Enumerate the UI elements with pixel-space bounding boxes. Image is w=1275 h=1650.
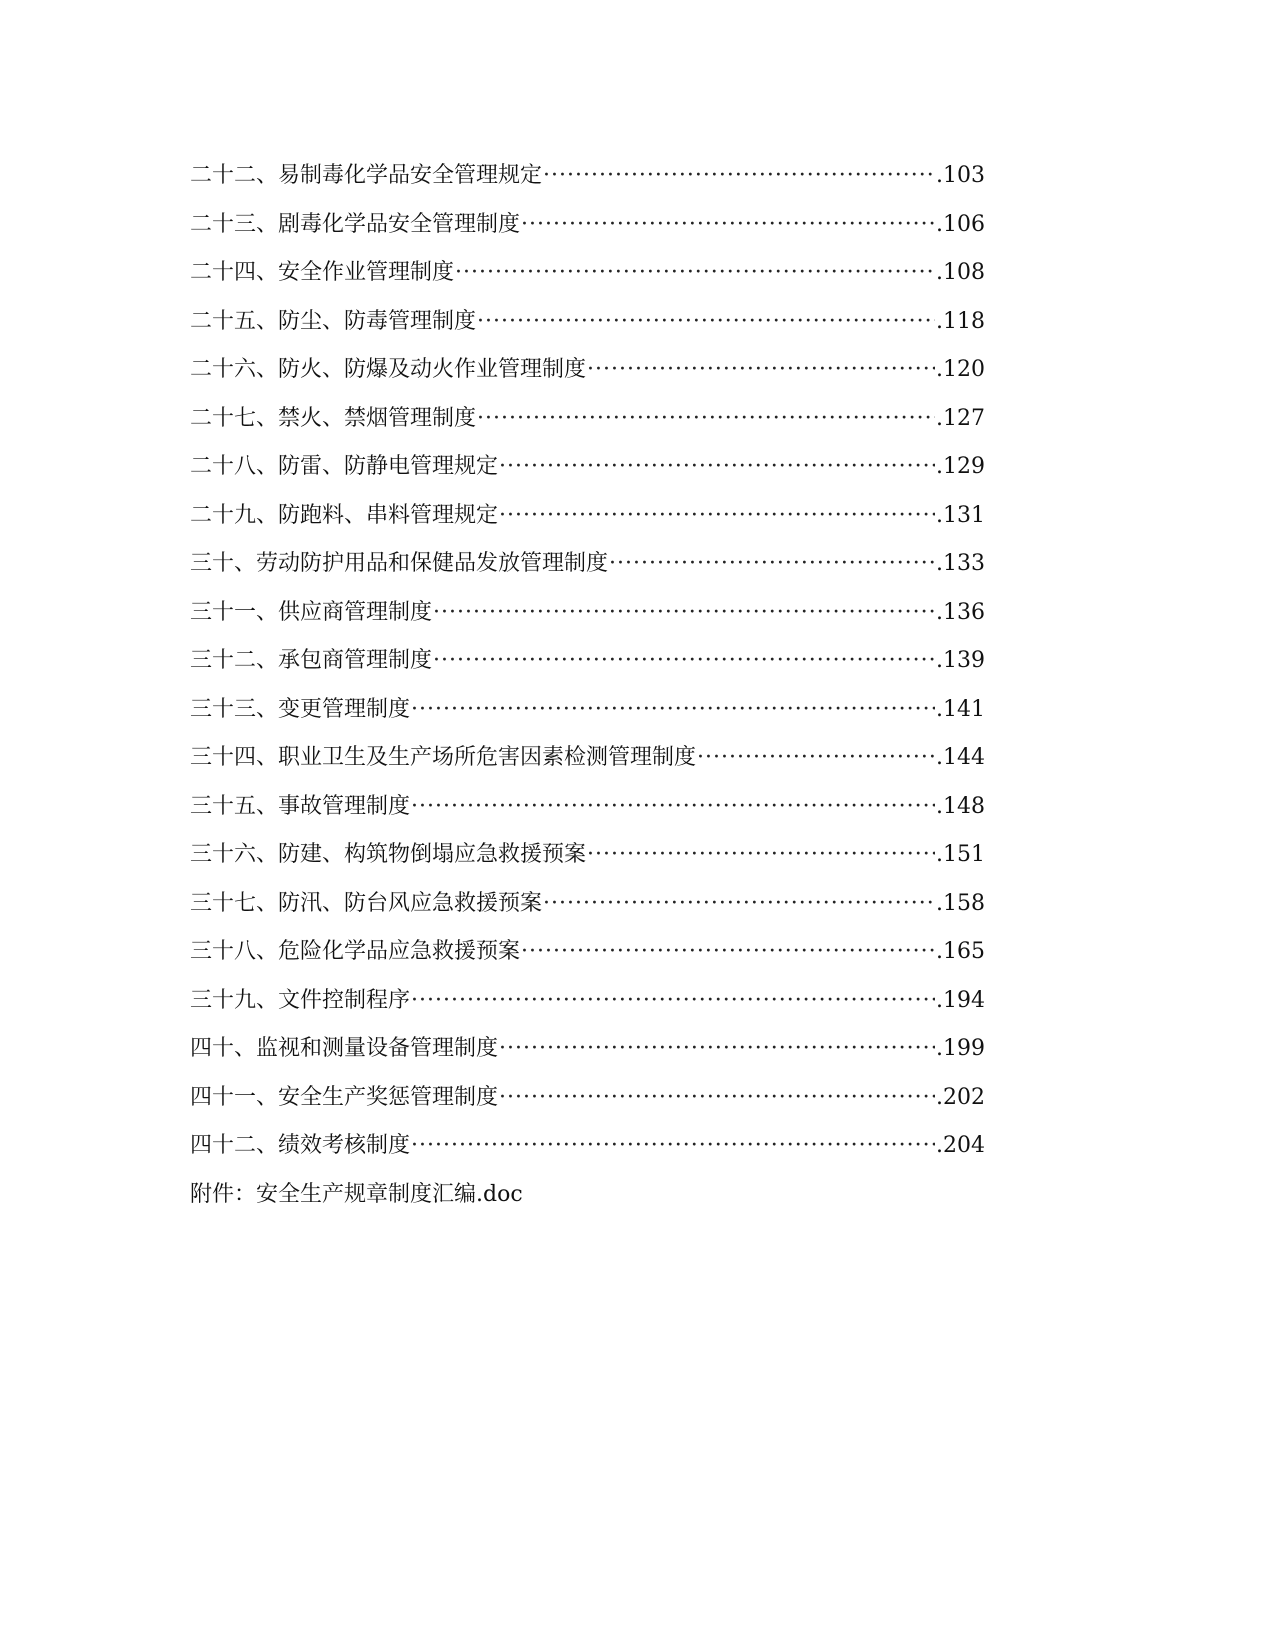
toc-entry[interactable] (190, 498, 985, 547)
table-of-contents (190, 158, 985, 1225)
toc-entry-title: 三十五、事故管理制度 (190, 793, 411, 819)
toc-entry[interactable] (190, 158, 985, 207)
toc-entry-page: .141 (936, 696, 985, 722)
toc-entry-page: .136 (936, 599, 985, 625)
toc-entry-title: 三十六、防建、构筑物倒塌应急救援预案 (190, 842, 587, 867)
toc-entry-page: .151 (936, 842, 985, 867)
toc-entry-page: .165 (936, 939, 985, 964)
toc-leader-dots (543, 886, 935, 922)
toc-entry[interactable] (190, 207, 985, 256)
toc-entry-title: 二十八、防雷、防静电管理规定 (190, 454, 499, 479)
toc-entry-page: .199 (936, 1036, 985, 1061)
toc-leader-dots (697, 740, 935, 776)
toc-entry[interactable] (190, 595, 985, 644)
toc-leader-dots (499, 449, 935, 485)
toc-entry[interactable] (190, 401, 985, 450)
toc-entry-title: 二十七、禁火、禁烟管理制度 (190, 405, 477, 431)
toc-entry-title: 三十八、危险化学品应急救援预案 (190, 939, 521, 964)
toc-entry-page: .131 (936, 502, 985, 528)
toc-leader-dots (411, 789, 935, 825)
toc-leader-dots (433, 643, 935, 679)
toc-entry-title: 三十七、防汛、防台风应急救援预案 (190, 890, 543, 916)
toc-entry[interactable] (190, 255, 985, 304)
toc-leader-dots (587, 352, 935, 388)
toc-leader-dots (521, 934, 935, 970)
toc-entry-title: 三十、劳动防护用品和保健品发放管理制度 (190, 551, 609, 576)
toc-leader-dots (477, 401, 935, 437)
toc-leader-dots (411, 692, 935, 728)
toc-entry[interactable] (190, 692, 985, 741)
toc-entry-title: 二十四、安全作业管理制度 (190, 260, 455, 285)
toc-leader-dots (411, 1128, 935, 1164)
toc-entry-title: 三十四、职业卫生及生产场所危害因素检测管理制度 (190, 745, 697, 770)
toc-entry-page: .158 (936, 890, 985, 916)
toc-entry[interactable] (190, 1080, 985, 1129)
toc-entry-page: .129 (936, 454, 985, 479)
toc-entry-page: .202 (936, 1084, 985, 1110)
toc-entry-page: .103 (936, 163, 985, 188)
toc-entry-page: .144 (936, 745, 985, 770)
toc-entry-page: .120 (936, 357, 985, 382)
toc-entry-title: 二十三、剧毒化学品安全管理制度 (190, 211, 521, 237)
toc-leader-dots (499, 1031, 935, 1067)
toc-entry[interactable] (190, 789, 985, 838)
toc-entry-title: 二十六、防火、防爆及动火作业管理制度 (190, 357, 587, 382)
toc-entry[interactable] (190, 886, 985, 935)
toc-leader-dots (609, 546, 935, 582)
toc-leader-dots (455, 255, 935, 291)
toc-entry[interactable] (190, 740, 985, 789)
toc-entry[interactable] (190, 837, 985, 886)
toc-leader-dots (543, 158, 935, 194)
toc-entry-page: .106 (936, 211, 985, 237)
toc-entry-page: .148 (936, 793, 985, 819)
toc-entry-title: 二十五、防尘、防毒管理制度 (190, 308, 477, 334)
toc-entry-page: .118 (936, 308, 985, 334)
toc-entry[interactable] (190, 934, 985, 983)
toc-entry-page: .133 (936, 551, 985, 576)
toc-leader-dots (521, 207, 935, 243)
toc-leader-dots (477, 304, 935, 340)
toc-leader-dots (433, 595, 935, 631)
toc-entry[interactable] (190, 546, 985, 595)
toc-entry-title: 二十九、防跑料、串料管理规定 (190, 502, 499, 528)
toc-entry[interactable] (190, 304, 985, 353)
toc-leader-dots (499, 498, 935, 534)
toc-entry-title: 三十一、供应商管理制度 (190, 599, 433, 625)
toc-entry-page: .194 (936, 987, 985, 1013)
toc-entry-page: .108 (936, 260, 985, 285)
toc-entry[interactable] (190, 1128, 985, 1177)
toc-entry[interactable] (190, 1031, 985, 1080)
toc-entry[interactable] (190, 983, 985, 1032)
toc-entry-page: .139 (936, 648, 985, 673)
toc-entry-page: .127 (936, 405, 985, 431)
toc-entry[interactable] (190, 449, 985, 498)
toc-entry-title: 三十二、承包商管理制度 (190, 648, 433, 673)
toc-entry-page: .204 (936, 1133, 985, 1158)
toc-entry-title: 四十一、安全生产奖惩管理制度 (190, 1084, 499, 1110)
toc-entry-title: 三十三、变更管理制度 (190, 696, 411, 722)
toc-entry[interactable] (190, 352, 985, 401)
toc-entry-title: 二十二、易制毒化学品安全管理规定 (190, 163, 543, 188)
attachment-link[interactable]: 附件：安全生产规章制度汇编.doc (190, 1181, 523, 1207)
toc-entry-title: 四十二、绩效考核制度 (190, 1133, 411, 1158)
toc-entry-title: 四十、监视和测量设备管理制度 (190, 1036, 499, 1061)
toc-entry[interactable] (190, 643, 985, 692)
toc-entry-title: 三十九、文件控制程序 (190, 987, 411, 1013)
toc-leader-dots (587, 837, 935, 873)
toc-leader-dots (411, 983, 935, 1019)
toc-leader-dots (499, 1080, 935, 1116)
